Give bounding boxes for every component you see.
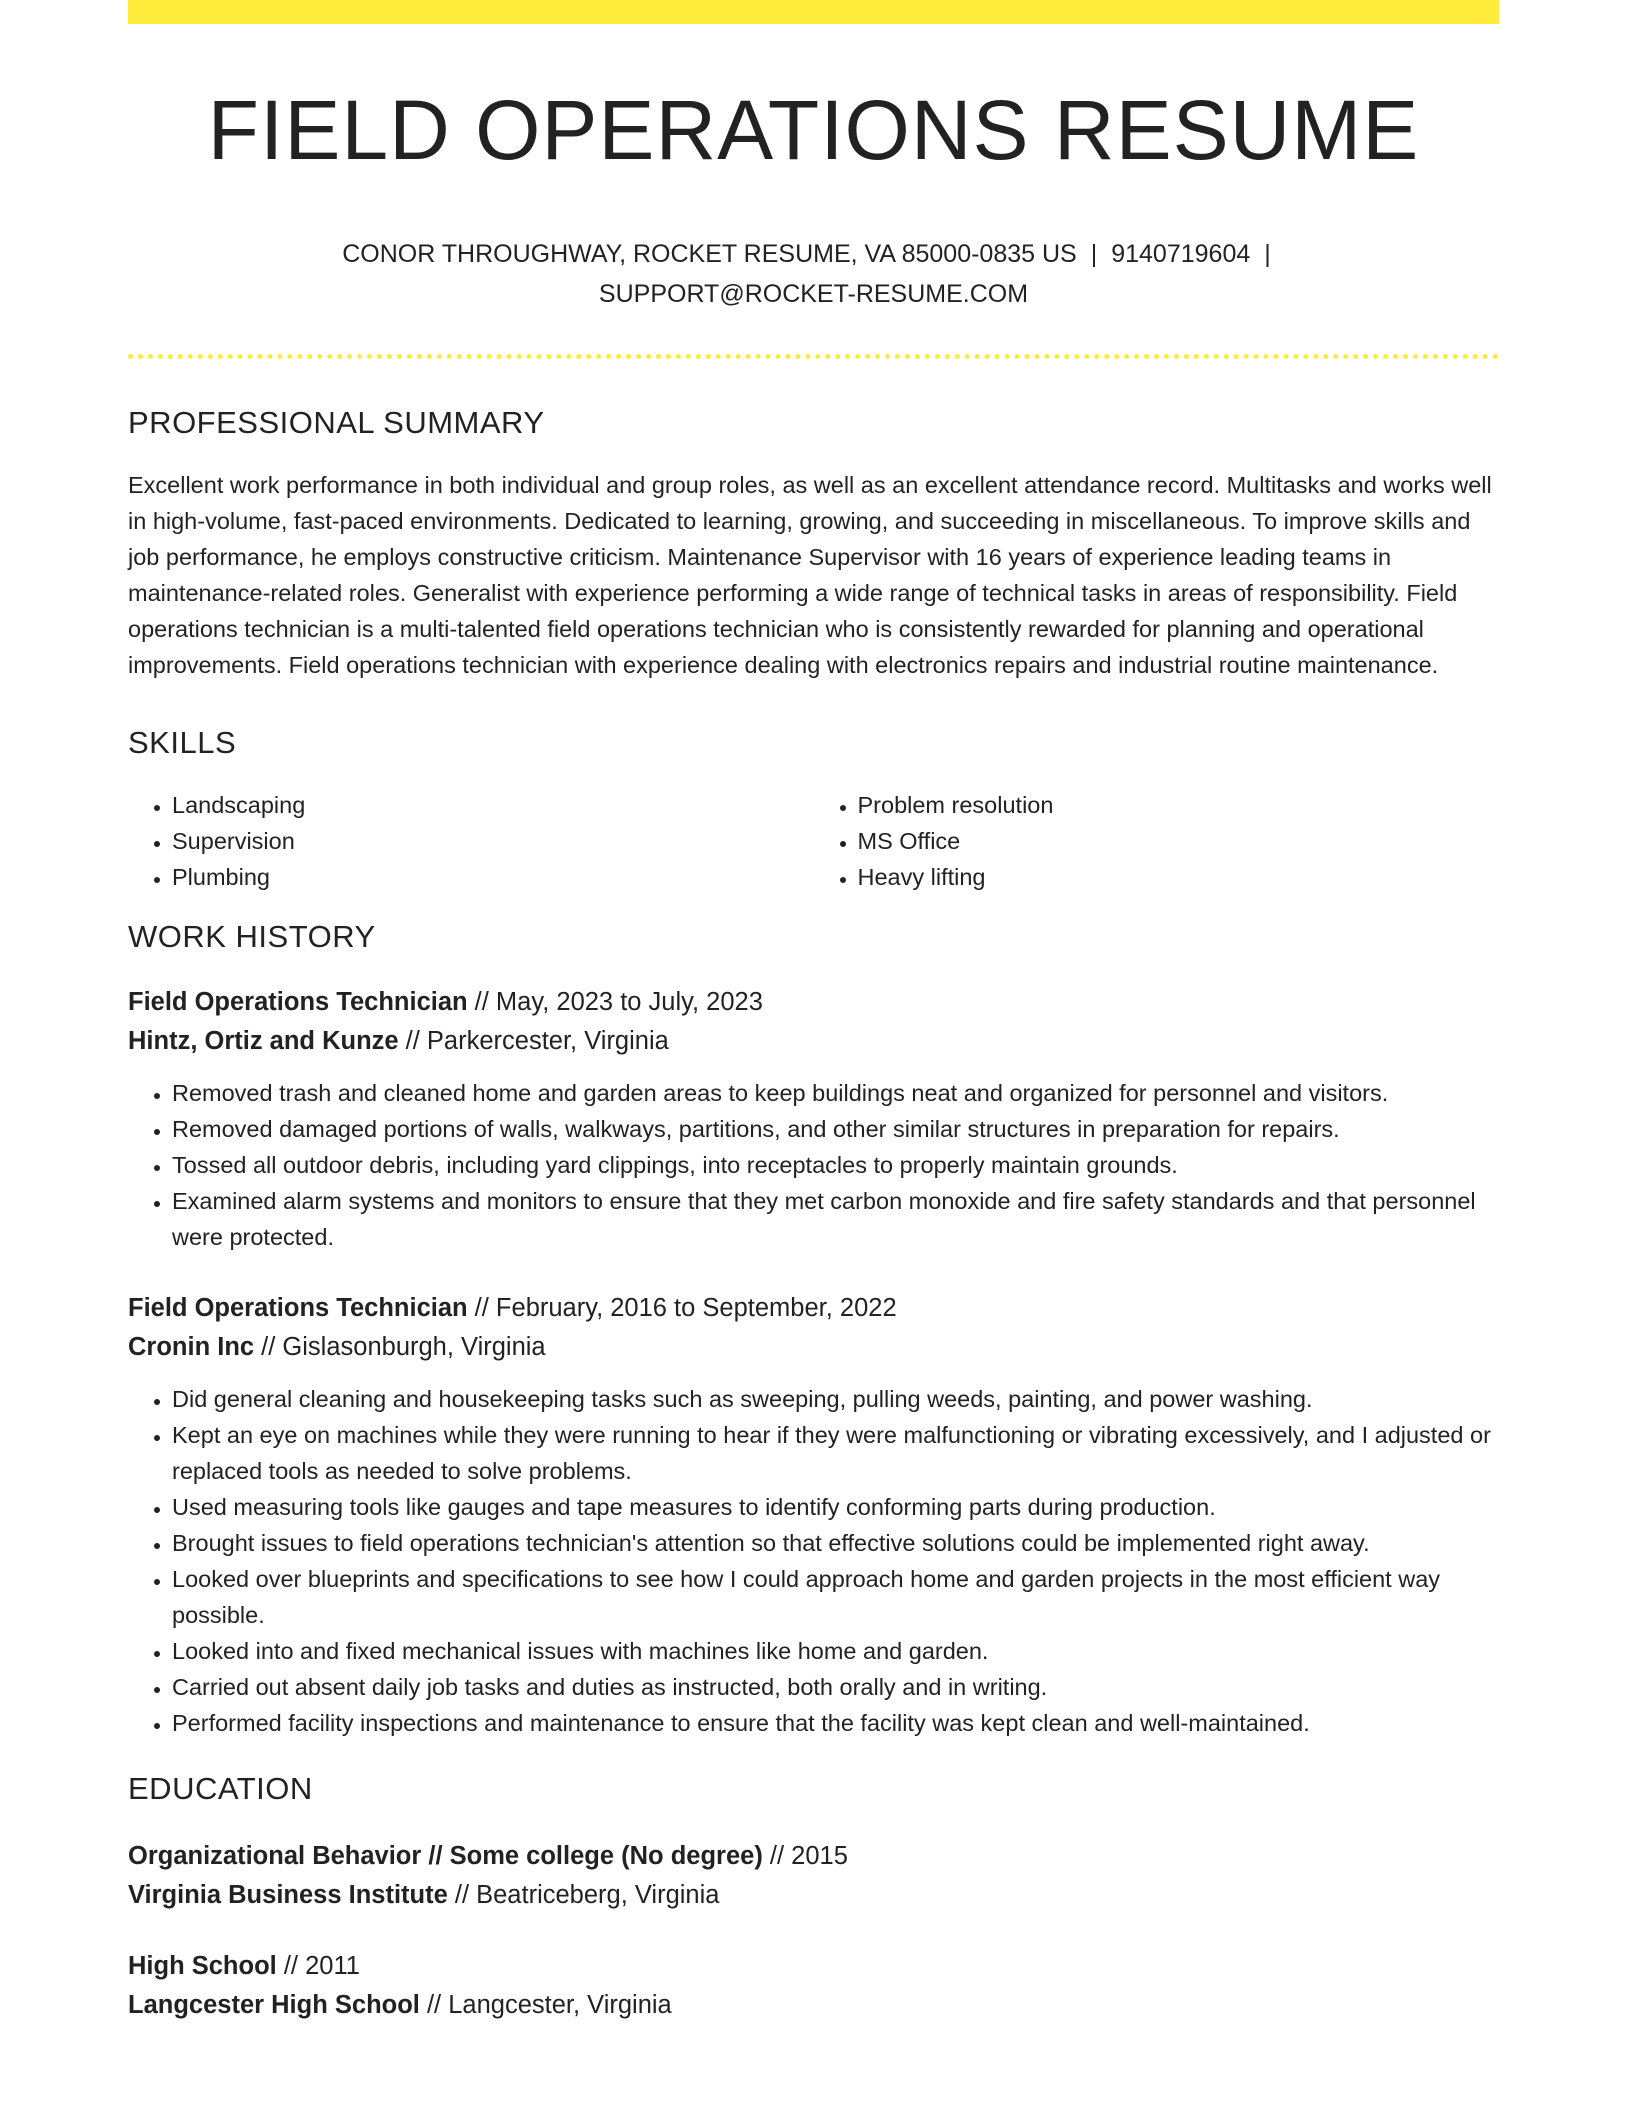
education-school-line [128,1876,1499,1915]
contact-phone: 9140719604 [1111,240,1251,269]
job-bullet: • Removed damaged portions of walls, walkways, partitions, and other similar structures in preparation for repairs. [172,1111,1499,1147]
education-school: Virginia Business Institute [128,1881,448,1910]
job-bullet: • Kept an eye on machines while they were running to hear if they were malfunctioning or vibrating excessively, and I adjusted or replaced tools as needed to solve problems. [172,1417,1499,1489]
accent-top-bar [128,0,1499,24]
contact-email: SUPPORT@ROCKET-RESUME.COM [598,280,1029,309]
education-degree-line [128,1837,1499,1876]
section-title-education: EDUCATION [128,1771,313,1807]
dotted-divider [128,354,1499,359]
education-year: // 2015 [762,1842,848,1871]
education-location: // Beatriceberg, Virginia [447,1881,720,1910]
job-dates: // February, 2016 to September, 2022 [467,1294,897,1323]
education-location: // Langcester, Virginia [419,1991,672,2020]
job-title: Field Operations Technician [128,988,468,1017]
education-school-line [128,1986,1499,2025]
section-title-work-history: WORK HISTORY [128,919,376,955]
contact-separator: | [1090,240,1098,269]
skills-grid [128,787,1499,895]
job-title-line [128,983,1499,1022]
job-entry [128,1289,1499,1741]
education-entry [128,1837,1499,1915]
skill-item: • Heavy lifting [858,859,1500,895]
job-entry [128,983,1499,1255]
job-company: Hintz, Ortiz and Kunze [128,1027,399,1056]
resume-title: FIELD OPERATIONS RESUME [207,83,1420,177]
education-degree: Organizational Behavior // Some college (No degree) [128,1842,763,1871]
skill-item: • Problem resolution [858,787,1500,823]
job-bullet: • Tossed all outdoor debris, including yard clippings, into receptacles to properly maintain grounds. [172,1147,1499,1183]
job-company-line [128,1022,1499,1061]
resume-page [128,0,1499,2025]
job-bullet: • Carried out absent daily job tasks and duties as instructed, both orally and in writing. [172,1669,1499,1705]
education-degree-line [128,1947,1499,1986]
contact-line-1 [128,234,1499,274]
skill-item: • Supervision [172,823,814,859]
job-dates: // May, 2023 to July, 2023 [467,988,763,1017]
job-bullet: • Did general cleaning and housekeeping tasks such as sweeping, pulling weeds, painting, and power washing. [172,1381,1499,1417]
job-title-line [128,1289,1499,1328]
job-bullet: • Looked into and fixed mechanical issues with machines like home and garden. [172,1633,1499,1669]
education-year: // 2011 [276,1952,360,1981]
contact-line-2 [128,274,1499,314]
contact-address: CONOR THROUGHWAY, ROCKET RESUME, VA 85000-0835 US [342,240,1077,269]
job-bullet: • Used measuring tools like gauges and tape measures to identify conforming parts during production. [172,1489,1499,1525]
section-title-skills: SKILLS [128,725,237,761]
job-bullet: • Brought issues to field operations technician's attention so that effective solutions could be implemented right away. [172,1525,1499,1561]
contact-separator: | [1264,240,1271,269]
job-bullets [128,1381,1499,1741]
job-location: // Gislasonburgh, Virginia [254,1333,546,1362]
job-company-line [128,1328,1499,1367]
job-title: Field Operations Technician [128,1294,468,1323]
section-title-summary: PROFESSIONAL SUMMARY [128,405,545,441]
job-bullet: • Performed facility inspections and maintenance to ensure that the facility was kept clean and well-maintained. [172,1705,1499,1741]
education-degree: High School [128,1952,277,1981]
skill-item: • Landscaping [172,787,814,823]
job-bullet: • Looked over blueprints and specifications to see how I could approach home and garden projects in the most efficient way possible. [172,1561,1499,1633]
job-bullet: • Examined alarm systems and monitors to ensure that they met carbon monoxide and fire safety standards and that personnel were protected. [172,1183,1499,1255]
summary-text: Excellent work performance in both individual and group roles, as well as an excellent attendance record. Multitasks and works well in high-volume, fast-paced environments. Dedicated to learning, growing, and succeeding in miscellaneous. To improve skills and job performance, he employs constructive criticism. Maintenance Supervisor with 16 years of experience leading teams in maintenance-related roles. Generalist with experience performing a wide range of technical tasks in areas of responsibility. Field operations technician is a multi-talented field operations technician who is consistently rewarded for planning and operational improvements. Field operations technician with experience dealing with electronics repairs and industrial routine maintenance. [128,472,1492,679]
education-school: Langcester High School [128,1991,420,2020]
skills-column-right [814,787,1500,895]
job-bullet: • Removed trash and cleaned home and garden areas to keep buildings neat and organized for personnel and visitors. [172,1075,1499,1111]
job-bullets [128,1075,1499,1255]
skills-column-left [128,787,814,895]
skill-item: • Plumbing [172,859,814,895]
education-entry [128,1947,1499,2025]
skill-item: • MS Office [858,823,1500,859]
job-company: Cronin Inc [128,1333,255,1362]
job-location: // Parkercester, Virginia [398,1027,669,1056]
contact-block [128,234,1499,314]
